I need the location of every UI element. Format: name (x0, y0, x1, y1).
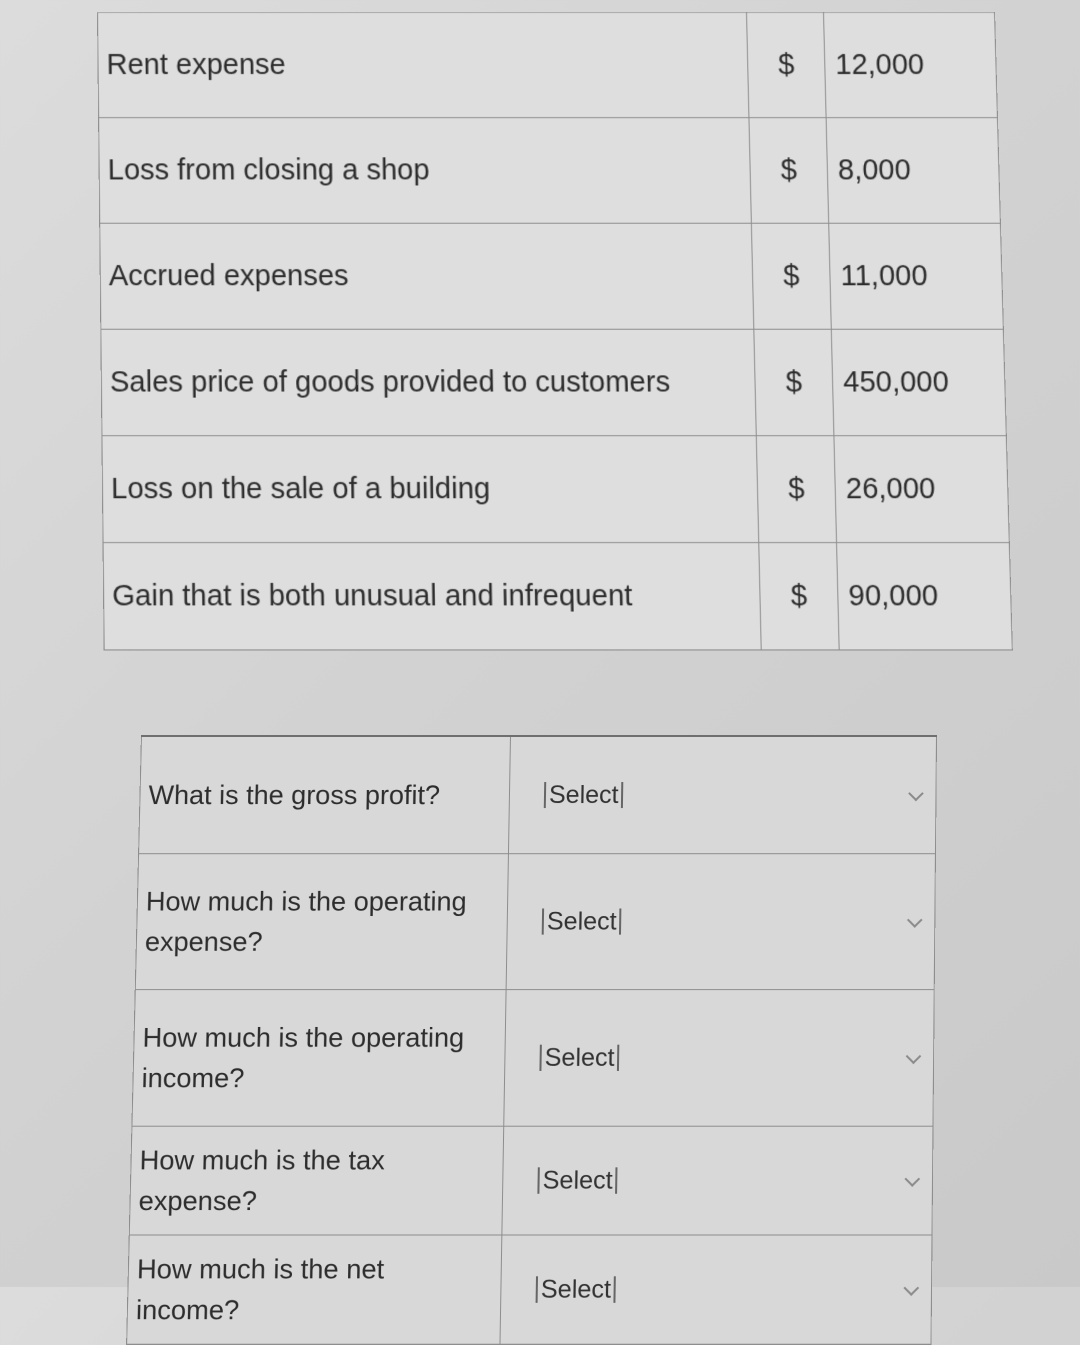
item-value: 26,000 (834, 436, 1009, 543)
select-control[interactable] (500, 1236, 931, 1344)
select-placeholder: Select (536, 1276, 617, 1303)
question-text: What is the gross profit? (139, 736, 511, 854)
item-value: 11,000 (829, 223, 1004, 329)
question-text: How much is the operating income? (132, 990, 506, 1127)
select-placeholder: Select (542, 908, 622, 934)
question-row (127, 1235, 932, 1344)
question-row (132, 990, 934, 1127)
answer-dropdown[interactable] (506, 854, 935, 990)
item-value: 12,000 (824, 12, 998, 117)
table-row (98, 12, 998, 117)
answer-dropdown[interactable] (502, 1126, 933, 1235)
answer-dropdown[interactable] (500, 1235, 932, 1344)
select-control[interactable] (504, 990, 933, 1126)
expense-data-table (97, 12, 1013, 650)
item-value: 8,000 (826, 118, 1000, 224)
item-value: 90,000 (837, 543, 1013, 650)
table-row (103, 543, 1012, 650)
select-control[interactable] (509, 737, 936, 853)
currency-symbol: $ (747, 12, 827, 117)
item-label: Loss from closing a shop (99, 118, 752, 224)
currency-symbol: $ (754, 329, 834, 435)
currency-symbol: $ (756, 436, 836, 543)
table-row (101, 329, 1006, 435)
question-text: How much is the tax expense? (129, 1126, 503, 1235)
question-row (129, 1126, 933, 1235)
currency-symbol: $ (751, 223, 831, 329)
select-placeholder: Select (544, 782, 624, 808)
item-label: Gain that is both unusual and infrequent (103, 543, 761, 650)
currency-symbol: $ (749, 118, 829, 224)
item-label: Sales price of goods provided to customers (101, 329, 756, 435)
currency-symbol: $ (759, 543, 839, 650)
chevron-down-icon (904, 1171, 920, 1187)
question-row (135, 854, 935, 990)
question-text: How much is the operating expense? (135, 854, 508, 990)
select-control[interactable] (502, 1127, 932, 1235)
chevron-down-icon (903, 1280, 919, 1296)
table-row (100, 223, 1004, 329)
item-value: 450,000 (831, 329, 1006, 435)
chevron-down-icon (908, 785, 924, 801)
question-text: How much is the net income? (127, 1235, 502, 1344)
chevron-down-icon (907, 912, 923, 928)
chevron-down-icon (906, 1048, 922, 1064)
select-placeholder: Select (539, 1045, 619, 1071)
question-answer-table (126, 735, 937, 1345)
table-row (102, 436, 1009, 543)
item-label: Rent expense (98, 12, 749, 117)
select-control[interactable] (507, 854, 935, 989)
table-row (99, 118, 1001, 224)
item-label: Loss on the sale of a building (102, 436, 759, 543)
answer-dropdown[interactable] (504, 990, 934, 1127)
select-placeholder: Select (537, 1167, 618, 1193)
question-row (139, 736, 937, 854)
answer-dropdown[interactable] (508, 736, 936, 854)
item-label: Accrued expenses (100, 223, 754, 329)
